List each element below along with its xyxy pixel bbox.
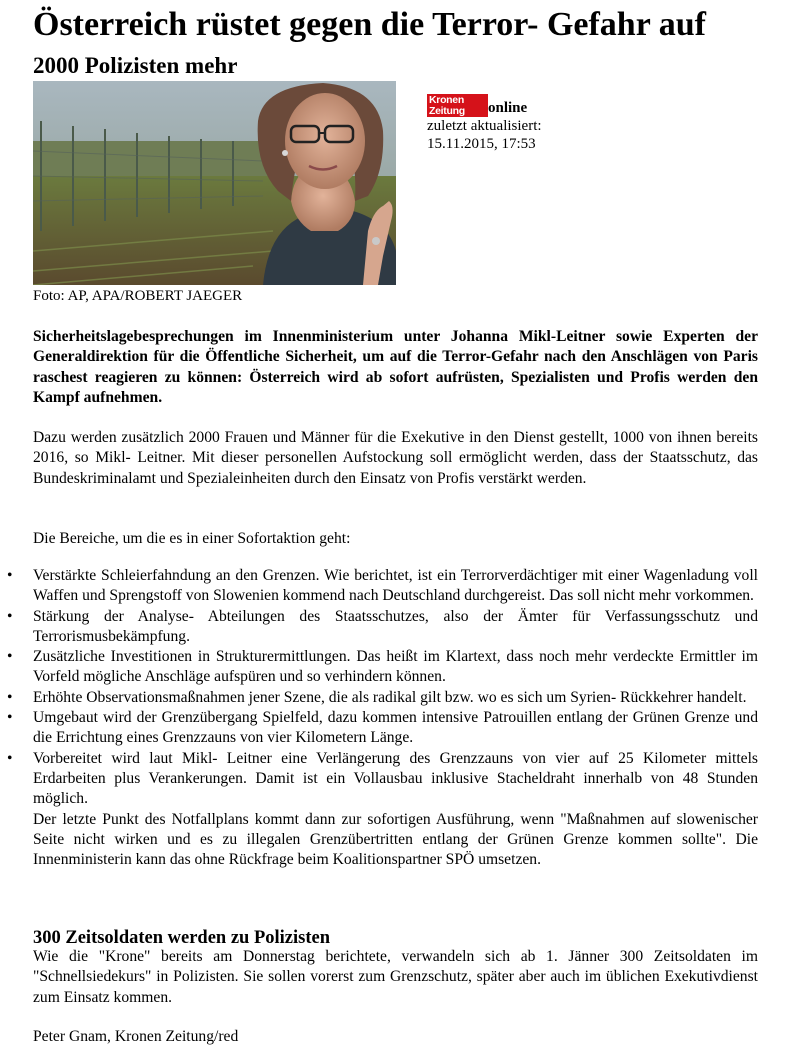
kronen-zeitung-logo: Kronen Zeitung bbox=[427, 94, 488, 117]
measures-list bbox=[33, 566, 758, 870]
list-item: • Umgebaut wird der Grenzübergang Spielfeld, dazu kommen intensive Patrouillen entlang der Grünen Grenze und die Errichtung eines Grenzzauns von vier Kilometern Länge. bbox=[33, 708, 758, 749]
article-headline: Österreich rüstet gegen die Terror- Gefahr auf bbox=[33, 6, 706, 43]
article-subheadline: 2000 Polizisten mehr bbox=[33, 53, 238, 78]
article-paragraph-2: Die Bereiche, um die es in einer Sofortaktion geht: bbox=[33, 530, 351, 547]
source-info bbox=[427, 94, 542, 153]
section-heading: 300 Zeitsoldaten werden zu Polizisten bbox=[33, 928, 331, 948]
updated-date: 15.11.2015, 17:53 bbox=[427, 136, 536, 152]
list-item: • Stärkung der Analyse- Abteilungen des Staatsschutzes, also der Ämter für Verfassungsschutz und Terrorismusbekämpfung. bbox=[33, 607, 758, 648]
section-paragraph: Wie die "Krone" bereits am Donnerstag berichtete, verwandeln sich ab 1. Jänner 300 Zeitsoldaten im "Schnellsiedekurs" in Polizisten. Sie sollen vorerst zum Grenzschutz, später aber auch im üblichen Exekutivdienst zum Einsatz kommen. bbox=[33, 948, 758, 1006]
article-paragraph-1: Dazu werden zusätzlich 2000 Frauen und Männer für die Exekutive in den Dienst gestellt, 1000 von ihnen bereits 2016, so Mikl- Leitner. Mit dieser personellen Aufstockung soll ermöglicht werden, dass der Staatsschutz, das Bundeskriminalamt und Spezialeinheiten durch den Einsatz von Profis verstärkt werden. bbox=[33, 429, 758, 487]
list-item: • Zusätzliche Investitionen in Strukturermittlungen. Das heißt im Klartext, dass noch mehr verdeckte Ermittler im Vorfeld mögliche Anschläge aufspüren und so verhindern können. bbox=[33, 647, 758, 688]
article-photo bbox=[33, 81, 396, 285]
list-item: • Erhöhte Observationsmaßnahmen jener Szene, die als radikal gilt bzw. wo es sich um Syrien- Rückkehrer handelt. bbox=[33, 688, 758, 708]
list-item: • Verstärkte Schleierfahndung an den Grenzen. Wie berichtet, ist ein Terrorverdächtiger mit einer Wagenladung voll Waffen und Sprengstoff von Slowenien kommend nach Deutschland durchgereist. Das soll nicht mehr vorkommen. bbox=[33, 566, 758, 607]
article-lead: Sicherheitslagebesprechungen im Innenministerium unter Johanna Mikl-Leitner sowie Experten der Generaldirektion für die Öffentliche Sicherheit, um auf die Terror-Gefahr nach den Anschlägen von Paris raschest reagieren zu können: Österreich wird ab sofort aufrüsten, Spezialisten und Profis werden den Kampf aufnehmen. bbox=[33, 328, 758, 406]
source-online-label: online bbox=[488, 100, 528, 116]
photo-caption: Foto: AP, APA/ROBERT JAEGER bbox=[33, 288, 243, 304]
author-signature: Peter Gnam, Kronen Zeitung/red bbox=[33, 1028, 239, 1045]
updated-label: zuletzt aktualisiert: bbox=[427, 118, 542, 134]
list-item: • Vorbereitet wird laut Mikl- Leitner eine Verlängerung des Grenzzauns von vier auf 25 Kilometer mittels Erdarbeiten plus Verankerungen. Damit ist ein Vollausbau inklusive Stacheldraht innerhalb von 48 Stunden möglich. bbox=[33, 749, 758, 810]
article-paragraph-3: Der letzte Punkt des Notfallplans kommt dann zur sofortigen Ausführung, wenn "Maßnahmen auf slowenischer Seite nicht wirken und es zu illegalen Grenzübertritten entlang der Grünen Grenze kommen sollte". Die Innenministerin kann das ohne Rückfrage beim Koalitionspartner SPÖ umsetzen. bbox=[33, 810, 758, 869]
